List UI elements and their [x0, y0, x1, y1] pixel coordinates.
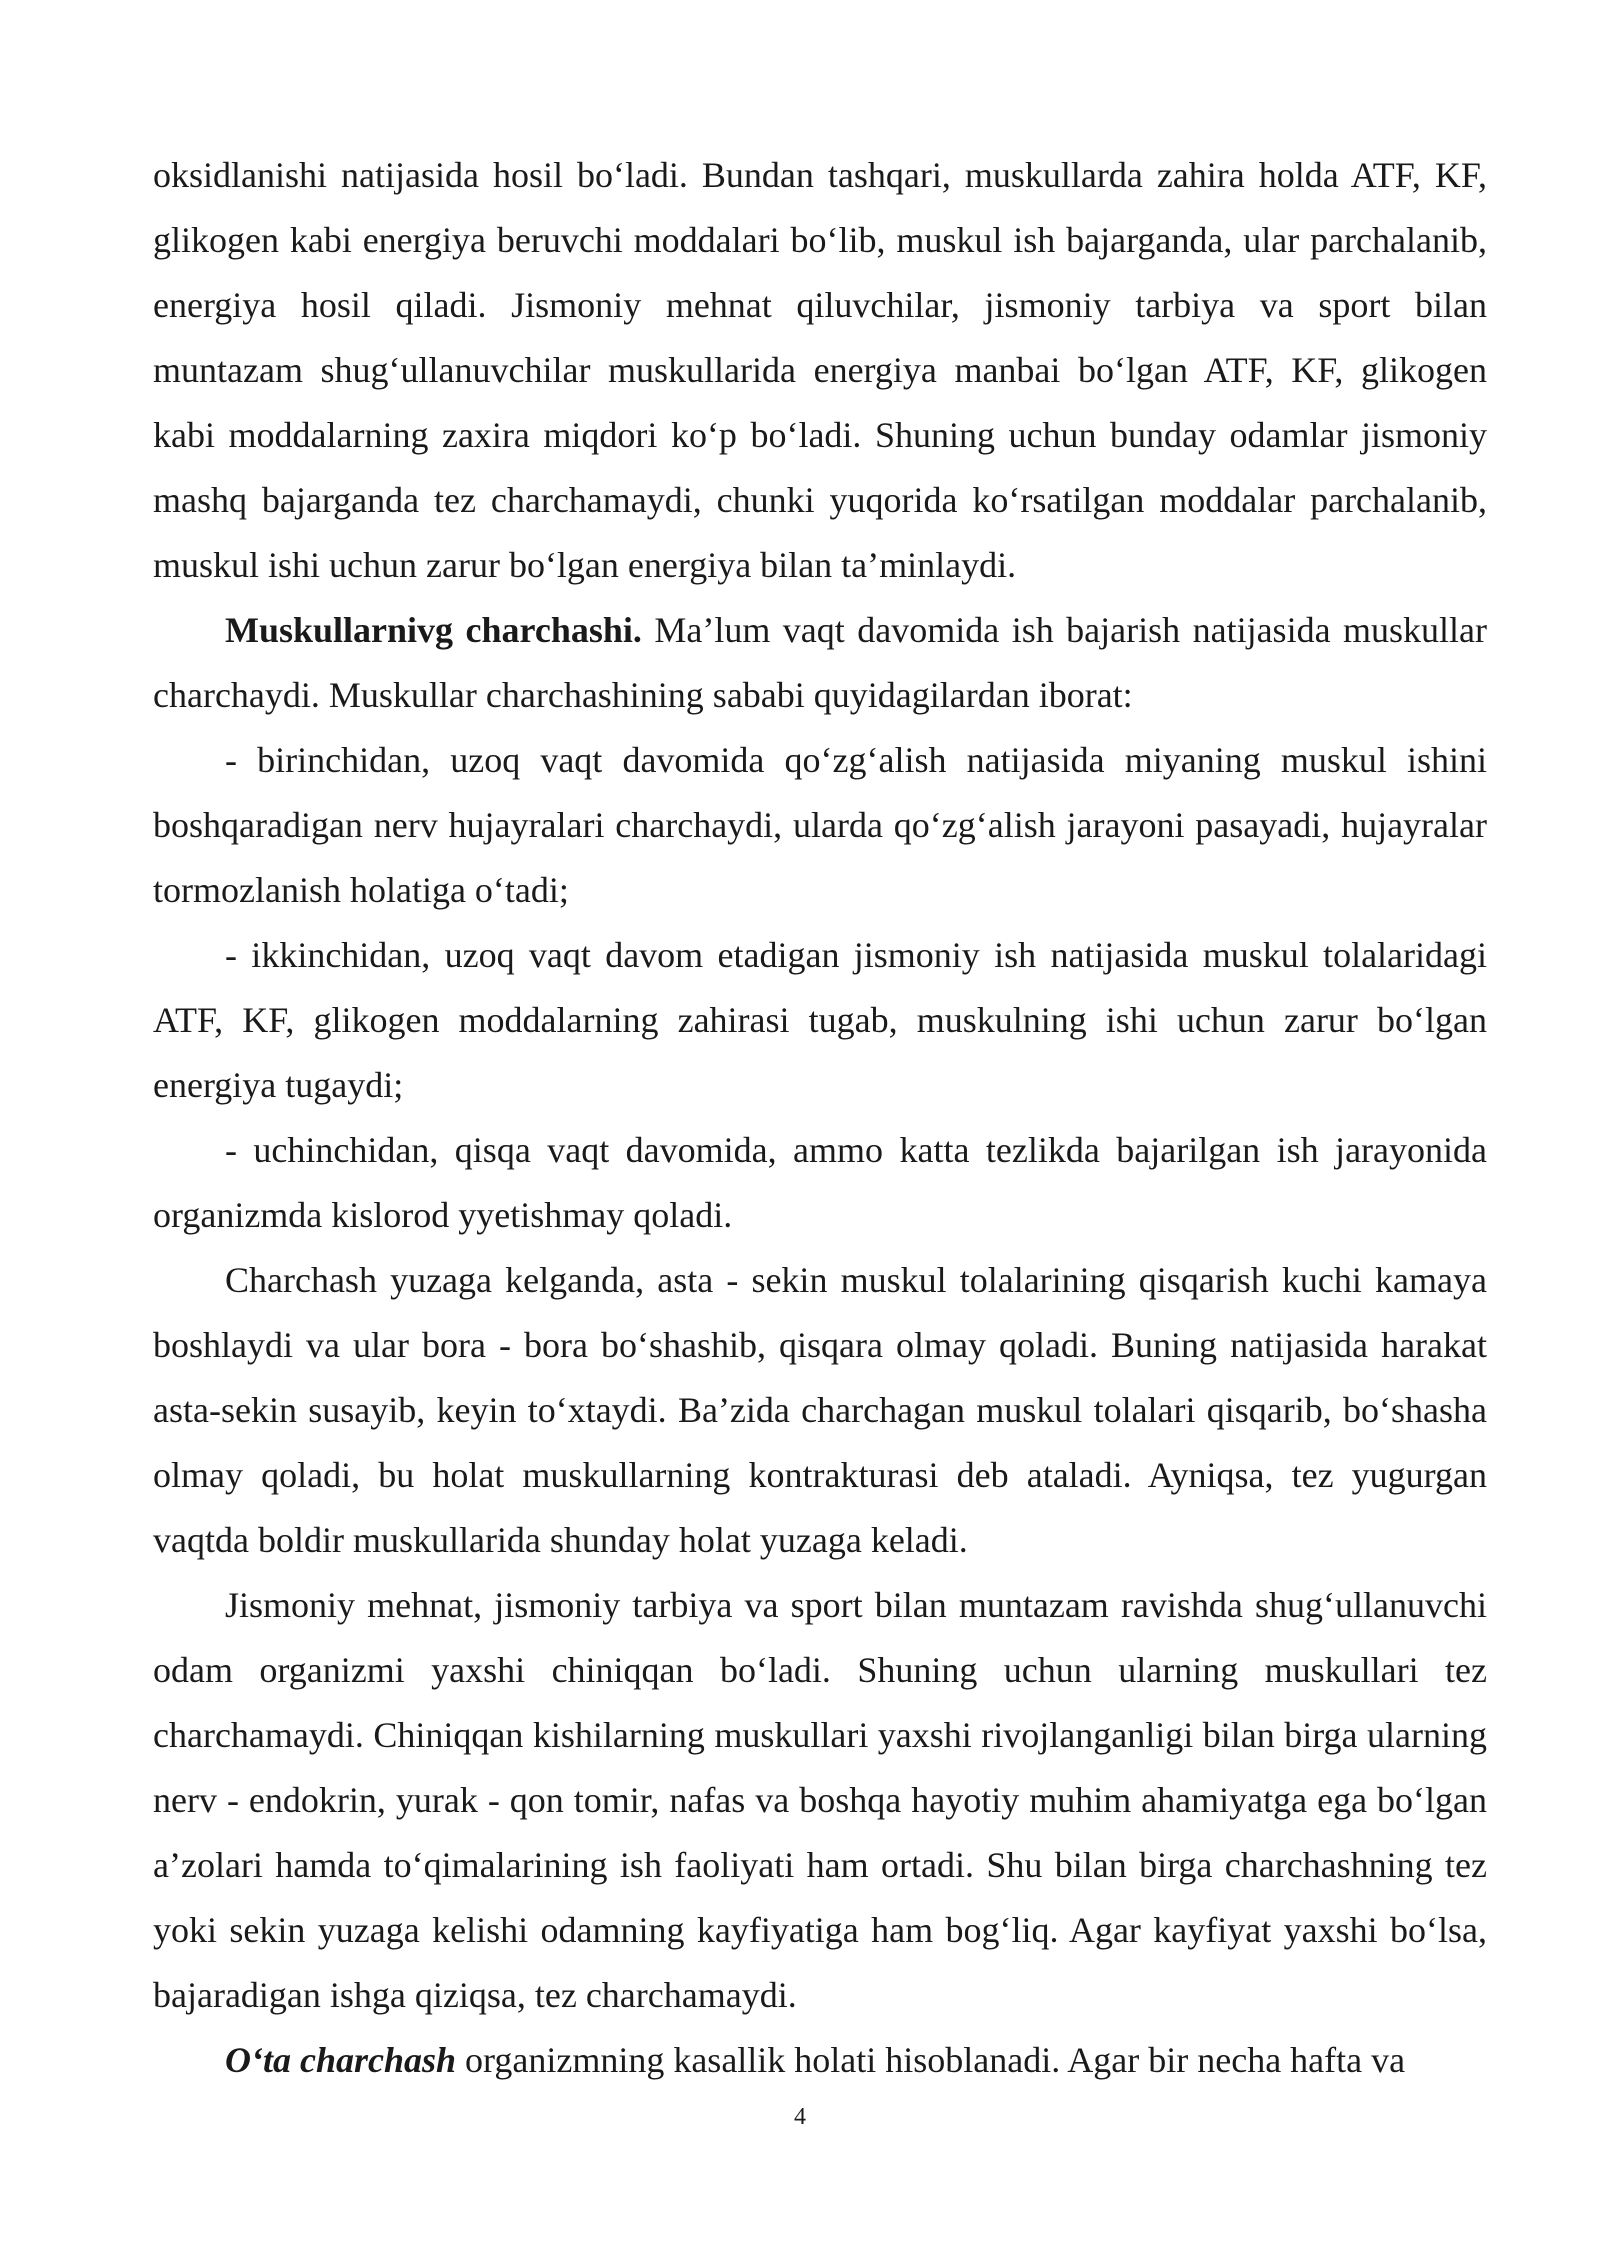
- paragraph-overfatigue: [153, 2028, 1487, 2093]
- paragraph-text: Charchash yuzaga kelganda, asta - sekin muskul tolalarining qisqarish kuchi kamaya boshlaydi va ular bora - bora bo‘shashib, qisqara olmay qoladi. Buning natijasida harakat asta-sekin susayib, keyin to‘xtaydi. Ba’zida charchagan muskul tolalari qisqarib, bo‘shasha olmay qoladi, bu holat muskullarning kontrakturasi deb ataladi. Ayniqsa, tez yugurgan vaqtda boldir muskullarida shunday holat yuzaga keladi.: [153, 1260, 1487, 1560]
- section-heading-inline: Muskullarnivg charchashi.: [225, 610, 642, 650]
- paragraph-text: oksidlanishi natijasida hosil bo‘ladi. Bundan tashqari, muskullarda zahira holda ATF, KF, glikogen kabi energiya beruvchi moddalari bo‘lib, muskul ish bajarganda, ular parchalanib, energiya hosil qiladi. Jismoniy mehnat qiluvchilar, jismoniy tarbiya va sport bilan muntazam shug‘ullanuvchilar muskullarida energiya manbai bo‘lgan ATF, KF, glikogen kabi moddalarning zaxira miqdori ko‘p bo‘ladi. Shuning uchun bunday odamlar jismoniy mashq bajarganda tez charchamaydi, chunki yuqorida ko‘rsatilgan moddalar parchalanib, muskul ishi uchun zarur bo‘lgan energiya bilan ta’minlaydi.: [153, 155, 1487, 585]
- paragraph-text: - uchinchidan, qisqa vaqt davomida, ammo katta tezlikda bajarilgan ish jarayonida organizmda kislorod yyetishmay qoladi.: [153, 1130, 1487, 1235]
- paragraph-muscle-fatigue: [153, 598, 1487, 728]
- list-item-second-reason: [153, 923, 1487, 1118]
- list-item-third-reason: [153, 1118, 1487, 1248]
- page-number: 4: [794, 2104, 806, 2130]
- paragraph-text: - ikkinchidan, uzoq vaqt davom etadigan jismoniy ish natijasida muskul tolalaridagi ATF, KF, glikogen moddalarning zahirasi tugab, muskulning ishi uchun zarur bo‘lgan energiya tugaydi;: [153, 935, 1487, 1105]
- paragraph-text: Jismoniy mehnat, jismoniy tarbiya va sport bilan muntazam ravishda shug‘ullanuvchi odam organizmi yaxshi chiniqqan bo‘ladi. Shuning uchun ularning muskullari tez charchamaydi. Chiniqqan kishilarning muskullari yaxshi rivojlanganligi bilan birga ularning nerv - endokrin, yurak - qon tomir, nafas va boshqa hayotiy muhim ahamiyatga ega bo‘lgan a’zolari hamda to‘qimalarining ish faoliyati ham ortadi. Shu bilan birga charchashning tez yoki sekin yuzaga kelishi odamning kayfiyatiga ham bog‘liq. Agar kayfiyat yaxshi bo‘lsa, bajaradigan ishga qiziqsa, tez charchamaydi.: [153, 1585, 1487, 2015]
- paragraph-text: Ma’lum vaqt davomida ish bajarish natijasida muskullar charchaydi. Muskullar charchashining sababi quyidagilardan iborat:: [153, 610, 1487, 715]
- list-item-first-reason: [153, 728, 1487, 923]
- term-heading-inline: O‘ta charchash: [225, 2040, 457, 2080]
- paragraph-training-effects: [153, 1573, 1487, 2028]
- paragraph-continuation: [153, 143, 1487, 598]
- body-text: [153, 143, 1487, 2093]
- paragraph-text: - birinchidan, uzoq vaqt davomida qo‘zg‘alish natijasida miyaning muskul ishini boshqaradigan nerv hujayralari charchaydi, ularda qo‘zg‘alish jarayoni pasayadi, hujayralar tormozlanish holatiga o‘tadi;: [153, 740, 1487, 910]
- paragraph-fatigue-process: [153, 1248, 1487, 1573]
- paragraph-text: organizmning kasallik holati hisoblanadi. Agar bir necha hafta va: [456, 2040, 1406, 2080]
